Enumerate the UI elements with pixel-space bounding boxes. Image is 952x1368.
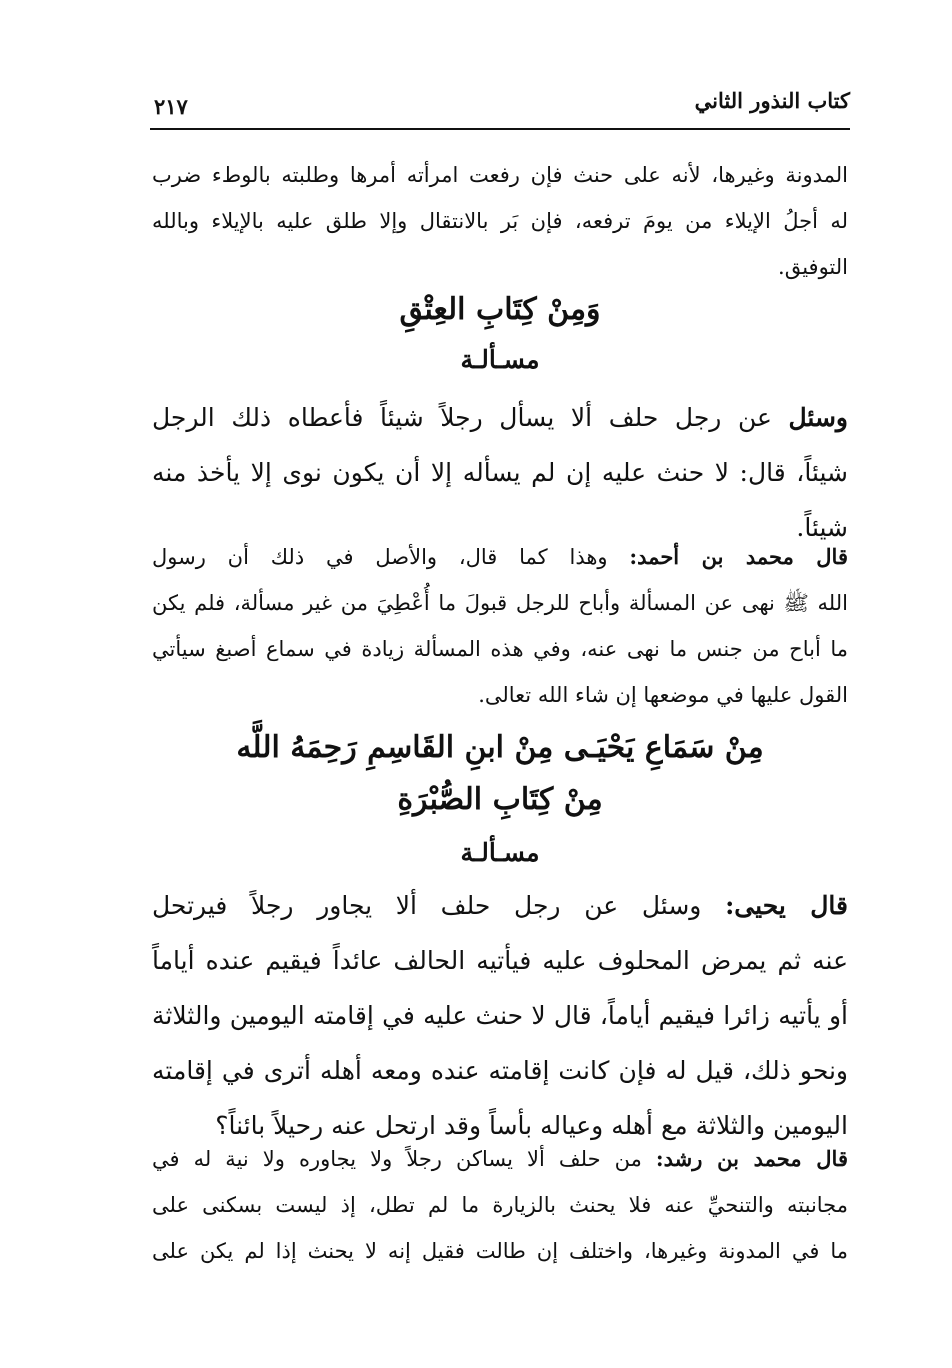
text-line <box>152 878 848 933</box>
lead-phrase: قال يحيى: <box>725 891 848 920</box>
text-line <box>152 390 848 445</box>
text-line: الله ﷺ نهى عن المسألة وأباح للرجل قبولَ ما أُعْطِيَ من غير مسألة، فلم يكن <box>152 591 848 615</box>
line-text: من حلف ألا يساكن رجلاً ولا يجاوره ولا نية له في <box>152 1147 642 1171</box>
text-line: عنه ثم يمرض المحلوف عليه فيأتيه الحالف عائداً فيقيم عنده أياماً <box>152 946 848 975</box>
lead-word: وسئل <box>788 403 848 432</box>
question-paragraph <box>152 878 848 1153</box>
text-line: مجانبته والتنحيِّ عنه فلا يحنث بالزيارة ما لم تطل، إذ ليست بسكنى على <box>152 1193 848 1217</box>
text-line: شيئاً. <box>796 513 848 542</box>
section-label: مسـألـة <box>460 345 540 374</box>
section-heading: وَمِنْ كِتَابِ العِتْقِ <box>399 292 601 327</box>
text-line: ما في المدونة وغيرها، واختلف إن طالت فقيل إنه لا يحنث إذا لم يكن على <box>152 1239 848 1263</box>
text-line: ونحو ذلك، قيل له فإن كانت إقامته عنده ومعه أهله أترى في إقامته <box>152 1056 848 1085</box>
text-line: القول عليها في موضعها إن شاء الله تعالى. <box>478 683 848 707</box>
line-text: عن رجل حلف ألا يسأل رجلاً شيئاً فأعطاه ذلك الرجل <box>152 403 772 432</box>
text-line: أو يأتيه زائرا فيقيم أياماً، قال لا حنث عليه في إقامته اليومين والثلاثة <box>152 1001 848 1030</box>
section-heading: مِنْ سَمَاعِ يَحْيَـى مِنْ ابنِ القَاسِمِ رَحِمَهُ اللَّه <box>236 730 764 765</box>
text-line <box>152 534 848 580</box>
text-line: شيئاً، قال: لا حنث عليه إن لم يسأله إلا أن يكون نوى إلا يأخذ منه <box>152 458 848 487</box>
question-paragraph <box>152 390 848 555</box>
text-line: المدونة وغيرها، لأنه على حنث فإن رفعت امرأته أمرها وطلبته بالوطء ضرب <box>152 163 848 187</box>
lead-phrase: قال محمد بن رشد: <box>655 1146 848 1171</box>
section-subheading: مِنْ كِتَابِ الصُّبْرَةِ <box>397 782 603 817</box>
running-title: كتاب النذور الثاني <box>694 88 850 113</box>
page-header <box>150 88 850 130</box>
text-line: له أجلُ الإيلاء من يومَ ترفعه، فإن بَر بالانتقال وإلا طلق عليه بالإيلاء وبالله <box>152 209 848 233</box>
text-line: ما أباح من جنس ما نهى عنه، وفي هذه المسألة زيادة في سماع أصبغ سيأتي <box>152 637 848 661</box>
intro-paragraph <box>152 152 848 290</box>
commentary-paragraph <box>152 534 848 718</box>
section-label: مسـألـة <box>460 838 540 867</box>
line-text: وسئل عن رجل حلف ألا يجاور رجلاً فيرتحل <box>152 891 702 920</box>
lead-phrase: قال محمد بن أحمد: <box>629 544 848 569</box>
page-number: ٢١٧ <box>154 94 188 119</box>
text-line: التوفيق. <box>778 255 848 279</box>
commentary-paragraph <box>152 1136 848 1274</box>
text-line: اليومين والثلاثة مع أهله وعياله بأساً وقد ارتحل عنه رحيلاً بائناً؟ <box>215 1111 848 1140</box>
text-line <box>152 1136 848 1182</box>
line-text: وهذا كما قال، والأصل في ذلك أن رسول <box>152 545 608 569</box>
